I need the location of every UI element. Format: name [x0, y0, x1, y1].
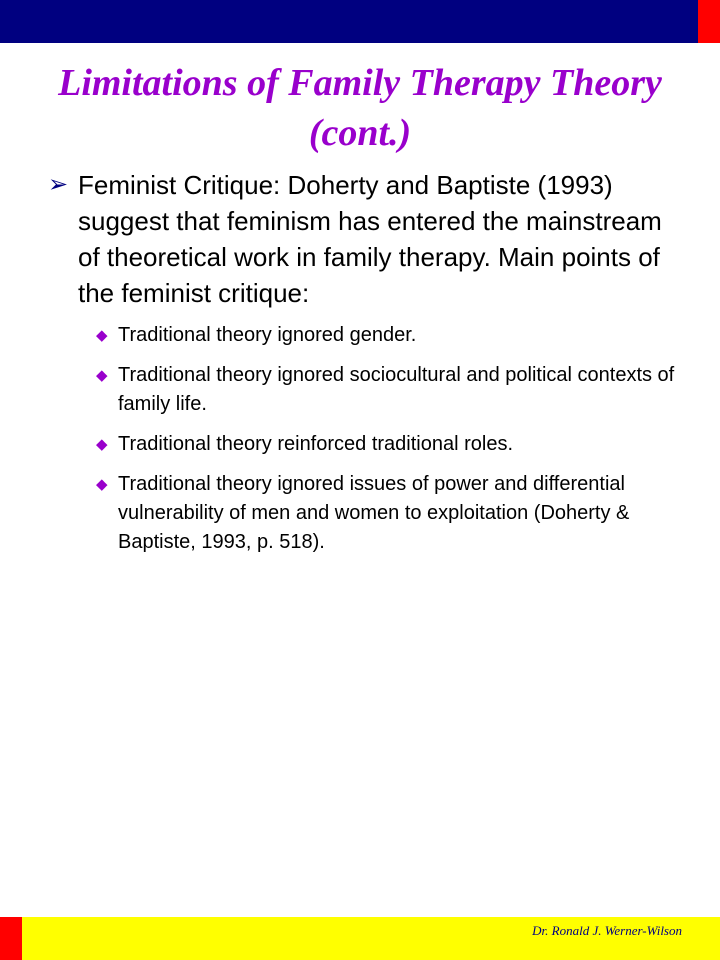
top-banner-bar [0, 0, 698, 43]
sub-bullet-list [48, 321, 688, 557]
diamond-bullet-icon: ◆ [96, 367, 108, 384]
diamond-bullet-icon: ◆ [96, 436, 108, 453]
sub-bullet-item [96, 321, 688, 350]
diamond-bullet-icon: ◆ [96, 476, 108, 493]
sub-bullet-item [96, 430, 688, 459]
arrow-bullet-icon: ➢ [48, 171, 69, 198]
top-accent-block [698, 0, 720, 43]
sub-bullet-text: Traditional theory reinforced traditional roles. [118, 433, 514, 455]
slide-body [48, 167, 688, 568]
slide-title: Limitations of Family Therapy Theory (cont.) [58, 62, 662, 154]
sub-bullet-text: Traditional theory ignored issues of power and differential vulnerability of men and women to exploitation (Doherty & Baptiste, 1993, p. 518). [118, 473, 630, 553]
sub-bullet-item [96, 361, 688, 419]
sub-bullet-text: Traditional theory ignored sociocultural and political contexts of family life. [118, 364, 675, 415]
footer-credit: Dr. Ronald J. Werner-Wilson [532, 923, 682, 938]
diamond-bullet-icon: ◆ [96, 327, 108, 344]
bottom-accent-block [0, 917, 22, 960]
main-bullet-item [48, 167, 688, 311]
sub-bullet-item [96, 470, 688, 557]
main-bullet-text: Feminist Critique: Doherty and Baptiste (1993) suggest that feminism has entered the mainstream of theoretical work in family therapy. Main points of the feminist critique: [78, 170, 662, 308]
sub-bullet-text: Traditional theory ignored gender. [118, 324, 417, 346]
